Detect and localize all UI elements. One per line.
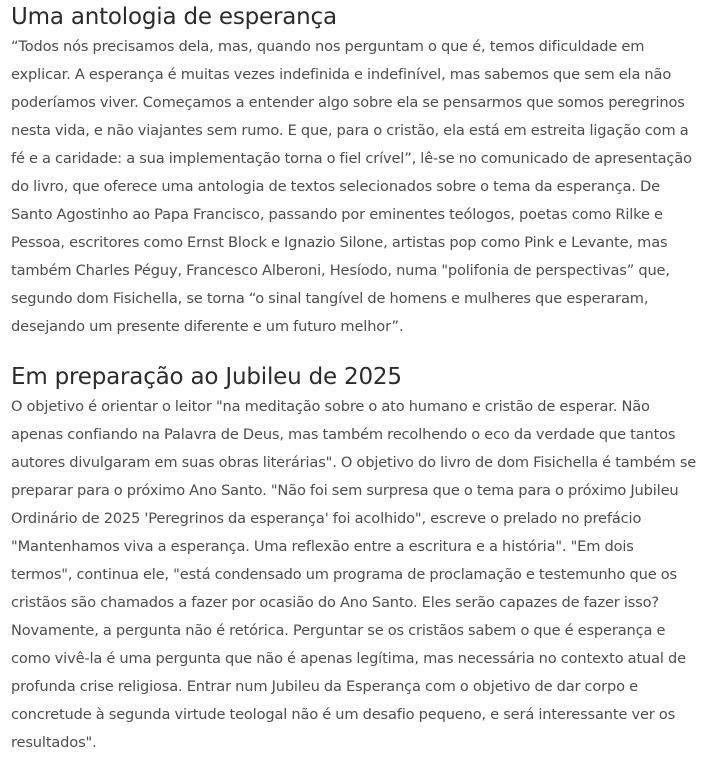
section-heading: Em preparação ao Jubileu de 2025: [11, 364, 402, 390]
section-paragraph: “Todos nós precisamos dela, mas, quando nos perguntam o que é, temos dificuldade em explicar. A esperança é muitas vezes indefinida e indefinível, mas sabemos que sem ela não poderíamos viver. Começamos a entender algo sobre ela se pensarmos que somos peregrinos nesta vida, e não viajantes sem rumo. E que, para o cristão, ela está em estreita ligação com a fé e a caridade: a sua implementação torna o fiel crível”, lê-se no comunicado de apresentação do livro, que oferece uma antologia de textos selecionados sobre o tema da esperança. De Santo Agostinho ao Papa Francisco, passando por eminentes teólogos, poetas como Rilke e Pessoa, escritores como Ernst Block e Ignazio Silone, artistas pop como Pink e Levante, mas também Charles Péguy, Francesco Alberoni, Hesíodo, numa "polifonia de perspectivas” que, segundo dom Fisichella, se torna “o sinal tangível de homens e mulheres que esperaram, desejando um presente diferente e um futuro melhor”.: [11, 38, 692, 335]
section-heading: Uma antologia de esperança: [11, 4, 337, 30]
section-hope-anthology: [11, 0, 697, 341]
section-paragraph: O objetivo é orientar o leitor "na meditação sobre o ato humano e cristão de esperar. Não apenas confiando na Palavra de Deus, mas também recolhendo o eco da verdade que tantos autores divulgaram em suas obras literárias". O objetivo do livro de dom Fisichella é também se preparar para o próximo Ano Santo. "Não foi sem surpresa que o tema para o próximo Jubileu Ordinário de 2025 'Peregrinos da esperança' foi acolhido", escreve o prelado no prefácio "Mantenhamos viva a esperança. Uma reflexão entre a escritura e a história". "Em dois termos", continua ele, "está condensado um programa de proclamação e testemunho que os cristãos são chamados a fazer por ocasião do Ano Santo. Eles serão capazes de fazer isso? Novamente, a pergunta não é retórica. Perguntar se os cristãos sabem o que é esperança e como vivê-la é uma pergunta que não é apenas legítima, mas necessária no contexto atual de profunda crise religiosa. Entrar num Jubileu da Esperança com o objetivo de dar corpo e concretude à segunda virtude teologal não é um desafio pequeno, e será interessante ver os resultados".: [11, 398, 697, 751]
section-jubilee-preparation: [11, 361, 697, 757]
